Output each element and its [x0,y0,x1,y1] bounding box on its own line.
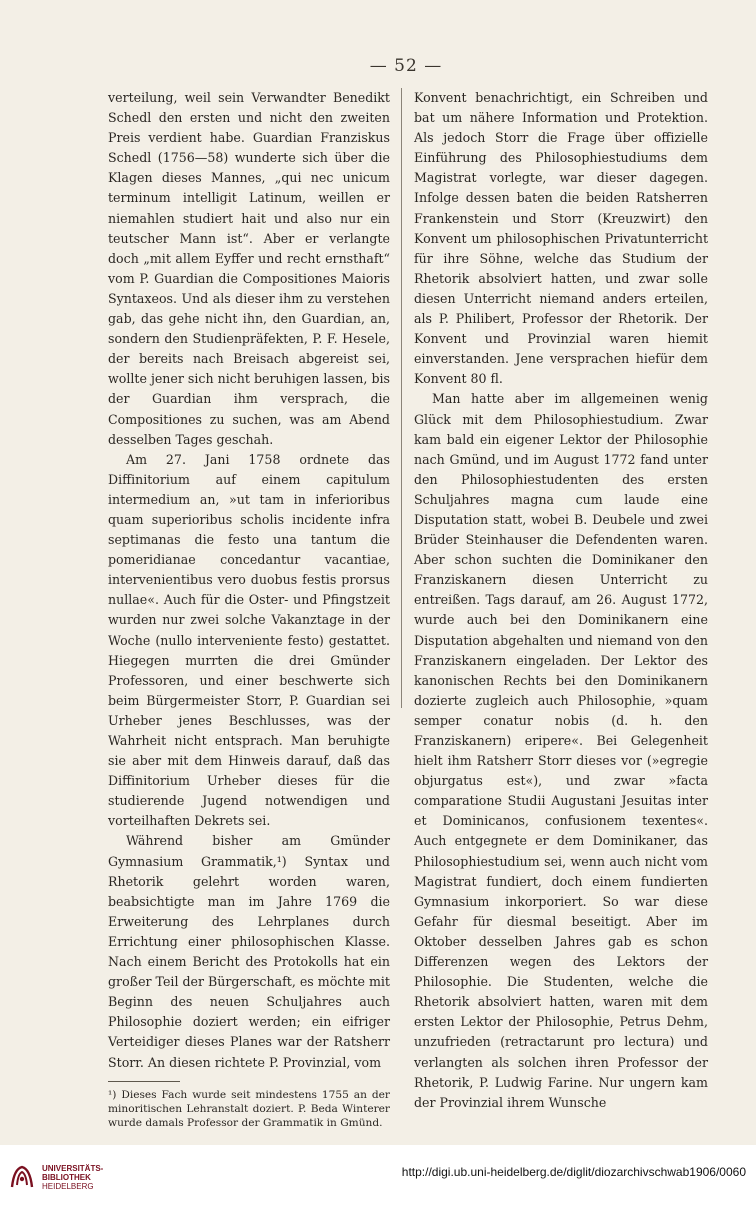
source-url-link[interactable]: http://digi.ub.uni-heidelberg.de/diglit/diozarchivschwab1906/0060 [401,1165,746,1179]
library-logo[interactable] [8,1163,103,1191]
paragraph: Während bisher am Gmünder Gymnasium Grammatik,¹) Syntax und Rhetorik gelehrt worden waren, beabsichtigte man im Jahre 1769 die Erweiterung des Lehrplanes durch Errichtung einer philosophischen Klasse. Nach einem Bericht des Protokolls hat ein großer Teil der Bürgerschaft, es möchte mit Beginn des neuen Schuljahres auch Philosophie doziert werden; ein eifriger Verteidiger dieses Planes war der Ratsherr Storr. An diesen richtete P. Provinzial, vom [108,833,390,1070]
paragraph: Am 27. Jani 1758 ordnete das Diffinitorium auf einem capitulum intermedium an, »ut tam in inferioribus quam superioribus scholis incidente infra septimanas die festo una tantum die pomeridianae concedantur vacantiae, intervenientibus vero duobus festis prorsus nullae«. Auch für die Oster- und Pfingstzeit wurden nur zwei solche Vakanztage in der Woche (nullo interveniente festo) gestattet. Hiegegen murrten die drei Gmünder Professoren, und einer beschwerte sich beim Bürgermeister Storr, P. Guardian sei Urheber jenes Beschlusses, was der Wahrheit nicht entsprach. Man beruhigte sie aber mit dem Hinweis darauf, daß das Diffinitorium Urheber dieses für die studierende Jugend notwendigen und vorteilhaften Dekrets sei. [108,451,390,829]
left-column [108,88,390,1130]
right-column [414,88,708,1113]
library-logo-icon [8,1163,36,1191]
paragraph: verteilung, weil sein Verwandter Benedikt Schedl den ersten und nicht den zweiten Preis verdient habe. Guardian Franziskus Schedl (1756—58) wunderte sich über die Klagen dieses Mannes, „qui nec unicum terminum intelligit Latinum, weillen er niemahlen studiert hait und also nur ein teutscher Mann ist“. Aber er verlangte doch „mit allem Eyffer und recht ernsthaft“ vom P. Guardian die Compositiones Maioris Syntaxeos. Und als dieser ihm zu verstehen gab, das gehe nicht ihn, den Guardian, an, sondern den Studienpräfekten, P. F. Hesele, der bereits nach Breisach abgereist sei, wollte jener sich nicht beruhigen lassen, bis der Guardian ihm versprach, die Compositiones zu suchen, was am Abend desselben Tages geschah. [108,90,390,447]
footnote [108,1081,390,1130]
paragraph: Man hatte aber im allgemeinen wenig Glück mit dem Philosophiestudium. Zwar kam bald ein eigener Lektor der Philosophie nach Gmünd, und im August 1772 fand unter den Philosophiestudenten des ersten Schuljahres magna cum laude eine Disputation statt, wobei B. Deubele und zwei Brüder Steinhauser die Defendenten waren. Aber schon suchten die Dominikaner den Franziskanern diesen Unterricht zu entreißen. Tags darauf, am 26. August 1772, wurde auch bei den Dominikanern eine Disputation abgehalten und niemand von den Franziskanern eingeladen. Der Lektor des kanonischen Rechts bei den Dominikanern dozierte zugleich auch Philosophie, »quam semper conatur nobis (d. h. den Franziskanern) eripere«. Bei Gelegenheit hielt ihm Ratsherr Storr dieses vor (»egregie objurgatus est«), und zwar »facta comparatione Studii Augustani Jesuitas inter et Dominicanos, confusionem texentes«. Auch entgegnete er dem Dominikaner, das Philosophiestudium sei, wenn auch nicht vom Magistrat fundiert, doch einem fundierten Gymnasium inkorporiert. So war diese Gefahr für diesmal beseitigt. Aber im Oktober desselben Jahres gab es schon Differenzen wegen des Lektors der Philosophie. Die Studenten, welche die Rhetorik absolviert hatten, waren mit dem ersten Lektor der Philosophie, Petrus Dehm, unzufrieden (retractarunt pro lectura) und verlangten als solchen ihren Professor der Rhetorik, P. Ludwig Farine. Nur ungern kam der Provinzial ihrem Wunsche [414,391,708,1110]
footer-bar [0,1145,756,1210]
footnote-rule [108,1081,180,1082]
library-logo-text [42,1164,103,1191]
logo-line: BIBLIOTHEK [42,1172,91,1182]
logo-line: UNIVERSITÄTS- [42,1163,104,1173]
footnote-text: ¹) Dieses Fach wurde seit mindestens 1755 an der minoritischen Lehranstalt doziert. P. Beda Winterer wurde damals Professor der Grammatik in Gmünd. [108,1088,390,1129]
page-number: — 52 — [369,56,443,76]
column-divider [401,88,402,708]
paragraph: Konvent benachrichtigt, ein Schreiben und bat um nähere Information und Protektion. Als jedoch Storr die Frage über offizielle Einführung des Philosophiestudiums dem Magistrat vorlegte, war dieser dagegen. Infolge dessen baten die beiden Ratsherren Frankenstein und Storr (Kreuzwirt) den Konvent um philosophischen Privatunterricht für ihre Söhne, welche das Studium der Rhetorik absolviert hatten, und zwar solle diesen Unterricht niemand anders erteilen, als P. Philibert, Professor der Rhetorik. Der Konvent und Provinzial waren hiemit einverstanden. Jene versprachen hiefür dem Konvent 80 fl. [414,90,708,387]
logo-line: HEIDELBERG [42,1181,94,1191]
